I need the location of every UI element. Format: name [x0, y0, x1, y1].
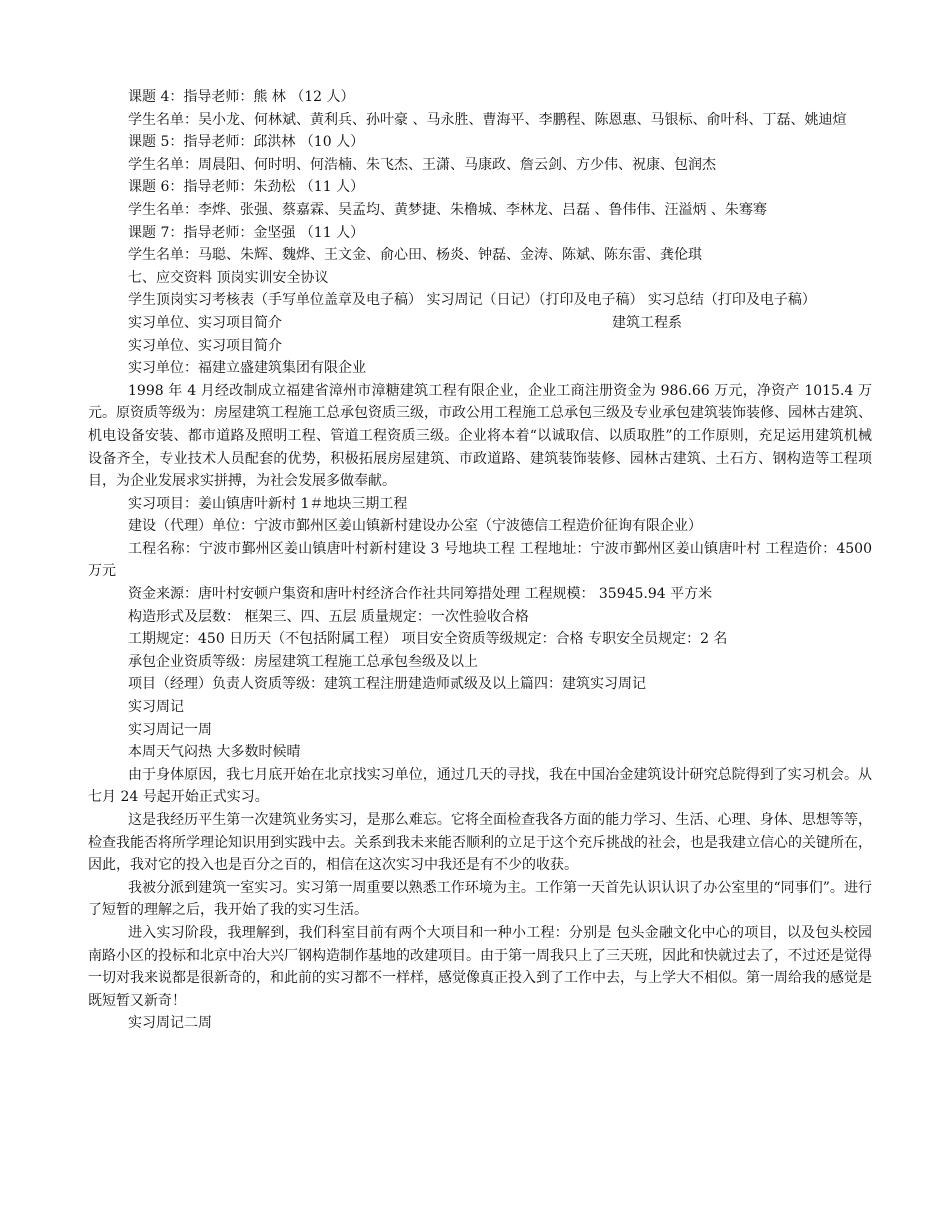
paragraph: 课题 4：指导老师：熊 林 （12 人）: [128, 89, 355, 105]
paragraph: 实习周记: [128, 699, 184, 716]
paragraph: 本周天气闷热 大多数时候晴: [128, 744, 301, 761]
paragraph: 实习项目：姜山镇唐叶新村 1＃地块三期工程: [128, 495, 408, 512]
paragraph: 进入实习阶段，我理解到，我们科室目前有两个大项目和一种小工程：分别是 包头金融文化中心的项目，以及包头校园南路小区的投标和北京中冶大兴厂钢构造制作基地的改建项目。由于第一周我只上了三天班，因此和快就过去了，不过还是觉得一切对我来说都是很新奇的，和此前的实习都不一样样，感觉像真正投入到了工作中去，与上学大不相似。第一周给我的感觉是既短暂又新奇！: [88, 924, 872, 1009]
paragraph: 这是我经历平生第一次建筑业务实习，是那么难忘。它将全面检查我各方面的能力学习、生活、心理、身体、思想等等，检查我能否将所学理论知识用到实践中去。关系到我未来能否顺利的立足于这个充斥挑战的社会，也是我建立信心的关键所在，因此，我对它的投入也是百分之百的，相信在这次实习中我还是有不少的收获。: [88, 812, 872, 874]
paragraph: 实习周记一周: [128, 721, 212, 738]
paragraph: 我被分派到建筑一室实习。实习第一周重要以熟悉工作环境为主。工作第一天首先认识认识了办公室里的“同事们”。进行了短暂的理解之后，我开始了我的实习生活。: [88, 879, 872, 919]
header-left: 实习单位、实习项目简介: [128, 314, 282, 331]
paragraph: 由于身体原因，我七月底开始在北京找实习单位，通过几天的寻找，我在中国冶金建筑设计研究总院得到了实习机会。从七月 24 号起开始正式实习。: [88, 766, 872, 806]
paragraph: 学生名单：周晨阳、何时明、何浩楠、朱飞杰、王潇、马康政、詹云剑、方少伟、祝康、包润杰: [128, 156, 716, 173]
paragraph: 建设（代理）单位：宁波市鄞州区姜山镇新村建设办公室（宁波德信工程造价征询有限企业）: [128, 518, 702, 535]
paragraph: 学生名单：李烨、张强、蔡嘉霖、吴孟均、黄梦捷、朱橹城、李林龙、吕磊 、鲁伟伟、汪溢炳 、朱骞骞: [128, 201, 767, 218]
paragraph: 工程名称：宁波市鄞州区姜山镇唐叶村新村建设 3 号地块工程 工程地址：宁波市鄞州区姜山镇唐叶村 工程造价：4500 万元: [88, 540, 872, 580]
paragraph: 课题 6：指导老师：朱劲松 （11 人）: [128, 179, 365, 196]
paragraph: 承包企业资质等级：房屋建筑工程施工总承包叁级及以上: [128, 653, 478, 670]
section-topics: [88, 86, 872, 312]
paragraph: 项目（经理）负责人资质等级：建筑工程注册建造师贰级及以上篇四：建筑实习周记: [128, 676, 646, 693]
paragraph: 实习单位、实习项目简介: [128, 337, 282, 354]
header-right: 建筑工程系: [612, 314, 682, 331]
paragraph: 七、应交资料 顶岗实训安全协议: [128, 269, 329, 286]
paragraph: 学生顶岗实习考核表（手写单位盖章及电子稿） 实习周记（日记）（打印及电子稿） 实习总结（打印及电子稿）: [128, 292, 816, 309]
paragraph: 工期规定：450 日历天（不包括附属工程） 项目安全资质等级规定：合格 专职安全员规定：2 名: [128, 631, 728, 648]
paragraph: 学生名单：吴小龙、何林斌、黄利兵、孙叶豪 、马永胜、曹海平、李鹏程、陈恩惠、马银标、俞叶科、丁磊、姚迪煊: [128, 111, 847, 128]
paragraph: 构造形式及层数： 框架三、四、五层 质量规定：一次性验收合格: [128, 608, 529, 625]
paragraph: 学生名单：马聪、朱辉、魏烨、王文金、俞心田、杨炎、钟磊、金涛、陈斌、陈东雷、龚伦琪: [128, 247, 702, 264]
header-line: [88, 312, 872, 335]
section-internship: [88, 335, 872, 1035]
paragraph: 课题 5：指导老师：邱洪林 （10 人）: [128, 134, 365, 151]
paragraph: 资金来源：唐叶村安顿户集资和唐叶村经济合作社共同筹措处理 工程规模： 35945.94 平方米: [128, 586, 713, 603]
paragraph: 实习周记二周: [128, 1015, 212, 1032]
paragraph: 1998 年 4 月经改制成立福建省漳州市漳糖建筑工程有限企业，企业工商注册资金为 986.66 万元，净资产 1015.4 万元。原资质等级为：房屋建筑工程施工总承包资质三级，市政公用工程施工总承包三级及专业承包建筑装饰装修、园林古建筑、机电设备安装、都市道路及照明工程、管道工程资质三级。企业将本着“以诚取信、以质取胜”的工作原则，充足运用建筑机械设备齐全，专业技术人员配套的优势，积极拓展房屋建筑、市政道路、建筑装饰装修、园林古建筑、土石方、钢构造等工程项目，为企业发展求实拼搏，为社会发展多做奉献。: [88, 382, 872, 490]
paragraph: 实习单位：福建立盛建筑集团有限企业: [128, 360, 366, 377]
paragraph: 课题 7：指导老师：金坚强 （11 人）: [128, 224, 365, 241]
